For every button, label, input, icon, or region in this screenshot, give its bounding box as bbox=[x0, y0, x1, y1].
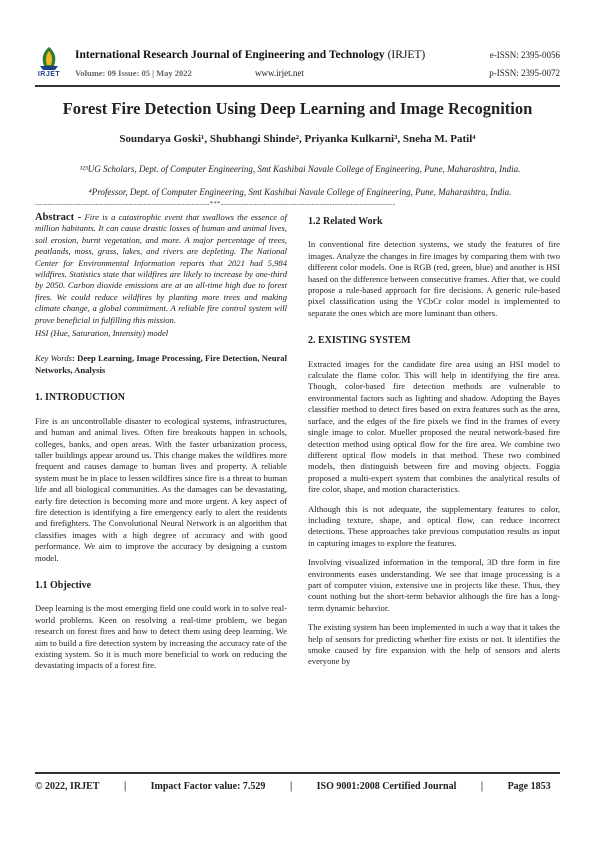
logo-emblem-icon bbox=[35, 44, 63, 72]
abstract-heading: Abstract - bbox=[35, 212, 82, 223]
journal-website: www.irjet.net bbox=[255, 68, 304, 78]
author-list: Soundarya Goski¹, Shubhangi Shinde², Priyanka Kulkarni³, Sneha M. Patil⁴ bbox=[119, 133, 476, 145]
section-separator: ---------------------------------------------------------------------***--------------------------------------------------------------------- bbox=[35, 200, 396, 208]
irjet-logo bbox=[35, 44, 63, 80]
paper-title: Forest Fire Detection Using Deep Learning and Image Recognition bbox=[62, 99, 533, 118]
keywords bbox=[35, 353, 287, 376]
abstract bbox=[35, 212, 287, 326]
objective-heading: 1.1 Objective bbox=[35, 579, 92, 591]
journal-title bbox=[75, 49, 425, 61]
affiliation-professor: ⁴Professor, Dept. of Computer Engineering, Smt Kashibai Navale College of Engineering, Pune, Maharashtra, India. bbox=[88, 187, 512, 197]
header-rule bbox=[35, 85, 560, 87]
existing-system-p4: The existing system has been implemented in such a way that it takes the help of sensors for predicting whether fire exists or not. It identifies the smoke caused by fire expansion with the help of sensors and alerts everyone by bbox=[308, 622, 560, 667]
journal-name: International Research Journal of Engineering and Technology bbox=[75, 49, 385, 61]
existing-system-p2: Although this is not adequate, the supplementary features to color, including texture, shape, and optical flow, can reduce incorrect detections. These approaches take previous computation results as input in capturing images to explore the features. bbox=[308, 503, 560, 548]
footer-impact-factor: Impact Factor value: 7.529 bbox=[150, 781, 266, 792]
e-issn: e-ISSN: 2395-0056 bbox=[489, 50, 560, 60]
related-work-heading: 1.2 Related Work bbox=[308, 216, 383, 227]
journal-abbr: (IRJET) bbox=[387, 49, 426, 61]
footer-rule bbox=[35, 772, 560, 774]
objective-text: Deep learning is the most emerging field one could work in to solve real-world problems. Keen on resolving a real-time problem, we began research on forest fires and how to detect them using deep learning. We aim to build a fire detection system by increasing the accuracy rate of the existing system. So it is much more beneficial to work on reducing the devastating impacts of a forest fire. bbox=[35, 603, 287, 671]
introduction-heading: 1. INTRODUCTION bbox=[35, 392, 126, 404]
left-column bbox=[35, 212, 287, 680]
keywords-label: Key Words bbox=[35, 353, 72, 364]
footer-iso: ISO 9001:2008 Certified Journal bbox=[316, 781, 457, 792]
affiliation-students: ¹²³UG Scholars, Dept. of Computer Engineering, Smt Kashibai Navale College of Engineering, Pune, Maharashtra, India. bbox=[79, 164, 521, 174]
existing-system-heading: 2. EXISTING SYSTEM bbox=[308, 335, 411, 347]
related-work-text: In conventional fire detection systems, we study the features of fire images. Analyze the changes in fire images by comparing them with two different color models. One is RGB (red, green, blue) and another is HSI based on the difference between consecutive frames. After that, we could propose a rule-based approach for fire decisions. A generic rule-based pixel classification using the YCbCr color model is implemented to separate the ones which are more luminant than others. bbox=[308, 239, 560, 318]
abstract-text: Fire is a catastrophic event that swallows the essence of million habitants. It can cause drastic losses of human and animal lives, soil erosion, burnt vegetation, and more. A major percentage of trees, peatlands, moss, grass, lakes, and rivers are depleting. The National Center for Environmental Information reports that 2021 had 5,984 wildfires. Statistics state that wildfires are likely to increase by one-third by 2050. Carbon dioxide emissions are at an all-time high due to forest fires. We could reduce wildfires by planting more trees and making climate change, a global commitment. A reliable fire control system will prove beneficial in fulfilling this mission. bbox=[35, 212, 287, 325]
page-header bbox=[35, 44, 560, 84]
existing-system-p1: Extracted images for the candidate fire area using an HSI model to calculate the flame color. This will help in identifying the fire area. Though, color-based fire detection methods are vulnerable to environmental factors such as lighting and shadow. Adopting the Bayes classifier method to detect fires based on extra features such as the area, surface, and the edges of the fire pixels we find in the frames of every single image to color. Mueller proposed the neural network-based fire detection method using optical flow for the fire area. We combine two different optical flow models in that method. These two combined models, then distinguish between fire and moving objects. Foggia proposed a multi-expert system that combines the analytical results of fire color, shape, and motion characteristics. bbox=[308, 358, 560, 495]
introduction-text: Fire is an uncontrollable disaster to ecological systems, infrastructures, and human and animal lives. Often fire breakouts happen in schools, colleges, banks, and open areas. With the faster urbanization process, taller buildings appear around us. This change makes the wildfires more frequent and causes damage to human lives and property. A reliable system must be in place to lessen wildfires since fire is a threat to human life and all biological communities. As the damages can be devastating, early fire detection is becoming more and more urgent. A key aspect of fire detection is identifying a fire emergency early to alert the residents and firefighters. The Convolutional Neural Network is an algorithm that classifies images with a high degree of accuracy and with good performance. We aim to improve the accuracy by designing a custom model. bbox=[35, 415, 287, 563]
footer-copyright: © 2022, IRJET bbox=[35, 781, 100, 792]
page-footer bbox=[35, 781, 560, 792]
p-issn: p-ISSN: 2395-0072 bbox=[489, 68, 560, 78]
footer-page-number: Page 1853 bbox=[507, 781, 551, 792]
hsi-note: HSI (Hue, Saturation, Intensity) model bbox=[35, 328, 169, 339]
right-column bbox=[308, 212, 560, 676]
footer-separator: | bbox=[480, 781, 484, 792]
footer-separator: | bbox=[289, 781, 293, 792]
footer-separator: | bbox=[123, 781, 127, 792]
existing-system-p3: Involving visualized information in the temporal, 3D thre form in fire environments eases understanding. We see that image processing is a part of computer vision, extensive use in projects like these. Thus, they count nothing but the short-term behavior although the fire has a long-term dynamic behavior. bbox=[308, 557, 560, 613]
volume-issue: Volume: 09 Issue: 05 | May 2022 bbox=[75, 68, 192, 78]
logo-text: IRJET bbox=[37, 71, 61, 78]
keywords-text: : Deep Learning, Image Processing, Fire Detection, Neural Networks, Analysis bbox=[35, 353, 287, 375]
